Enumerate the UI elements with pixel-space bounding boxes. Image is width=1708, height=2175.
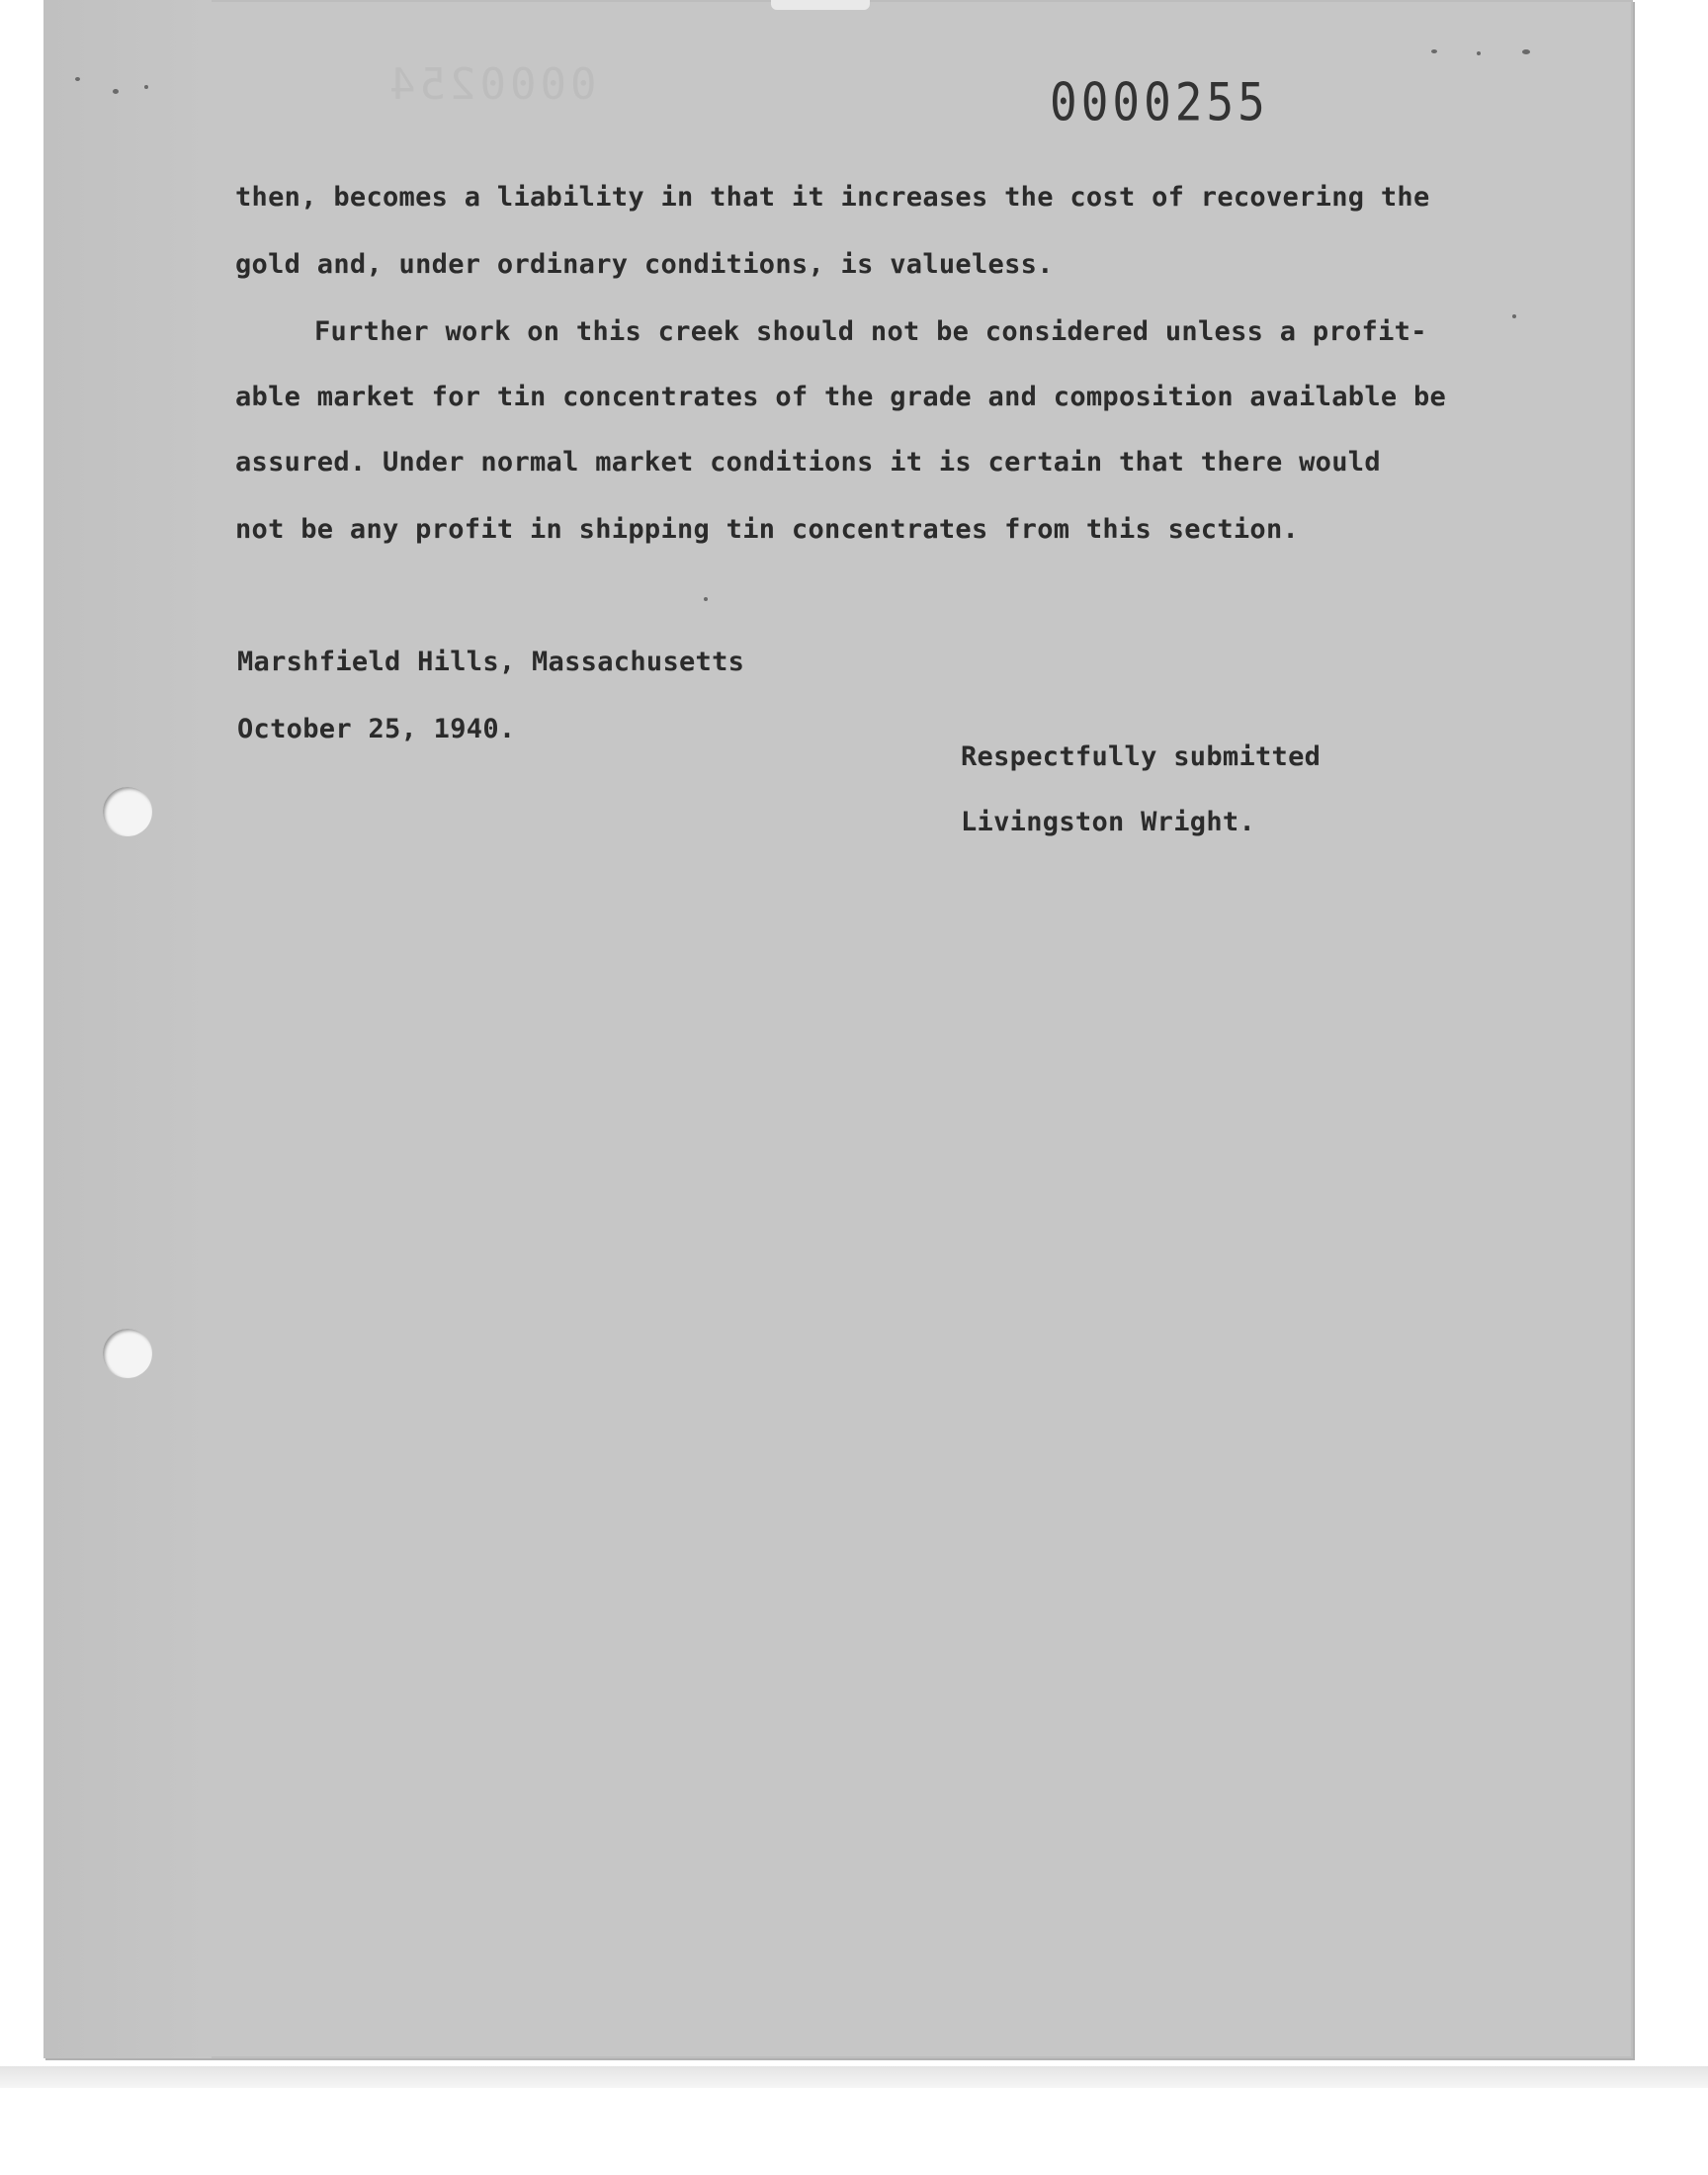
paper-sheet xyxy=(43,0,1633,2058)
closing-line: Respectfully submitted xyxy=(961,741,1322,772)
scan-speck xyxy=(75,77,80,81)
scan-speck xyxy=(1512,314,1516,318)
place-line: Marshfield Hills, Massachusetts xyxy=(237,647,745,677)
body-line: Further work on this creek should not be considered unless a profit- xyxy=(314,316,1427,347)
paper-margin-shade xyxy=(43,0,212,2058)
body-line: assured. Under normal market conditions it is certain that there would xyxy=(235,447,1381,478)
body-line: then, becomes a liability in that it increases the cost of recovering the xyxy=(235,182,1430,213)
date-line: October 25, 1940. xyxy=(237,714,516,744)
body-line: not be any profit in shipping tin concentrates from this section. xyxy=(235,514,1300,545)
paper-top-tab xyxy=(771,0,870,10)
page-number-stamp-bleedthrough: 0000254 xyxy=(385,59,597,110)
signature-line: Livingston Wright. xyxy=(961,807,1255,837)
body-line: gold and, under ordinary conditions, is valueless. xyxy=(235,249,1054,280)
scan-speck xyxy=(1477,51,1481,55)
scan-border xyxy=(0,2066,1708,2088)
scan-speck xyxy=(1431,49,1437,53)
punch-hole-lower xyxy=(103,1329,152,1378)
scan-speck xyxy=(1522,49,1530,54)
scan-speck xyxy=(113,89,119,94)
body-line: able market for tin concentrates of the grade and composition available be xyxy=(235,382,1447,412)
punch-hole-upper xyxy=(103,787,152,836)
scan-speck xyxy=(144,85,148,89)
scan-speck xyxy=(704,597,708,601)
page-number-stamp: 0000255 xyxy=(1050,71,1269,133)
